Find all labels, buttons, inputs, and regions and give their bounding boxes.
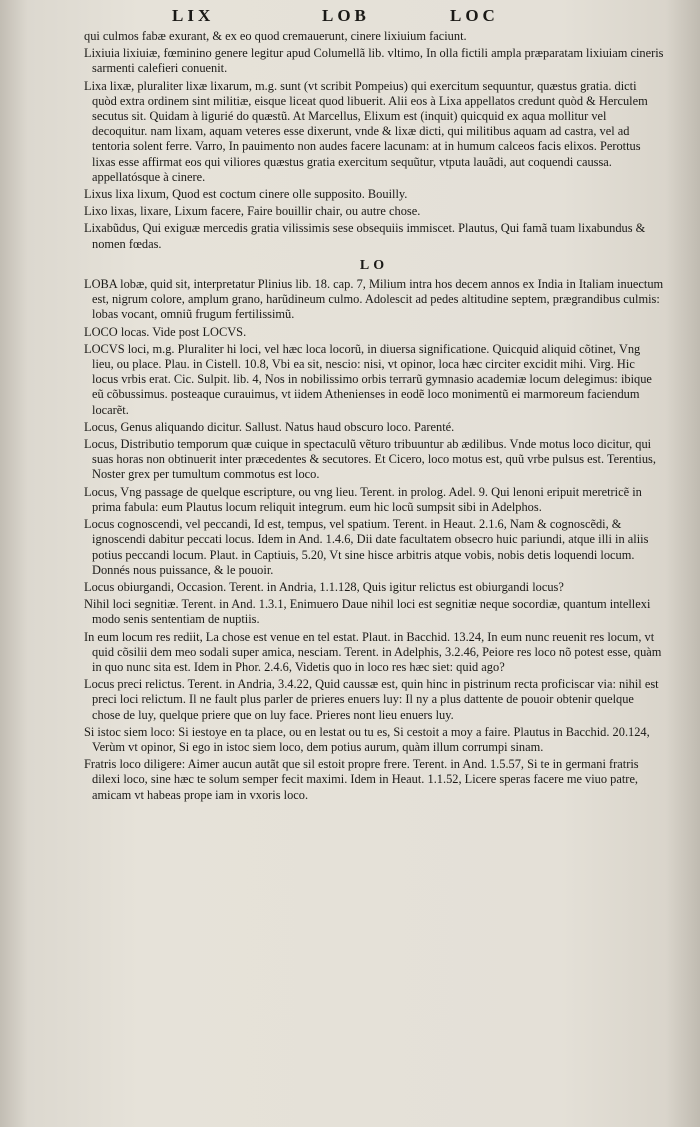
header-middle-word: LOB xyxy=(322,6,370,25)
entry-lixiuia: Lixiuia lixiuiæ, fœminino genere legitur apud Columellã lib. vltimo, In olla fictili ampla præparatam lixiuiam cineris sarmenti calefieri conuenit. xyxy=(84,46,664,76)
header-right-word: LOC xyxy=(450,6,499,25)
header-left-word: LIX xyxy=(172,6,215,25)
section-heading: LO xyxy=(359,257,389,273)
entry-loco: LOCO locas. Vide post LOCVS. xyxy=(84,324,247,339)
entry-locus: LOCVS loci, m.g. Pluraliter hi loci, vel hæc loca locorũ, in diuersa significatione. Quicquid aliquid cõtinet, Vng lieu, ou place. Plau. in Cistell. 10.8, Vbi ea sit, nescio: nisi, vt opinor, loca hæc circiter excidit mihi. Virg. Hic locus vrbis erat. Cic. Sulpit. lib. 4, Nos in nobilissimo orbis terrarũ gymnasio academiæ locum delegimus: ibique eũ cõbussimus. posteaque curauimus, vt iidem Athenienses in eodẽ loco monimentũ ei marmoreum faciendum locarẽt. xyxy=(84,341,652,417)
entry-in-eum-locum: In eum locum res rediit, La chose est venue en tel estat. Plaut. in Bacchid. 13.24, In eum nunc reuenit res locum, vt quid cõsilii dem meo sodali super amica, nesciam. Terent. in Adelphis, 3.2.46, Peiore res loco nõ potest esse, quàm in quo nunc sita est. Idem in Phor. 2.4.6, Videtis quo in loco res hæc siet: quid ago? xyxy=(84,629,662,674)
running-header xyxy=(0,6,700,28)
page-edge-shadow xyxy=(666,0,700,1127)
entry-lixo: Lixo lixas, lixare, Lixum facere, Faire bouillir chair, ou autre chose. xyxy=(84,204,421,219)
entry-lixabundus: Lixabũdus, Qui exiguæ mercedis gratia vilissimis sese obsequiis immiscet. Plautus, Qui famã tuam lixabundus & nomen fœdas. xyxy=(84,221,646,251)
entry-locus-preci: Locus preci relictus. Terent. in Andria, 3.4.22, Quid caussæ est, quin hinc in pistrinum recta proficiscar via: nihil est preci loci relictum. Il ne fault plus parler de prieres enuers luy: Il ny a plus dattente de pouoir obtenir quelque chose de luy, quelque priere que on luy face. Prieres nont lieu enuers luy. xyxy=(84,677,659,722)
entry-locus-obiurgandi: Locus obiurgandi, Occasion. Terent. in Andria, 1.1.128, Quis igitur relictus est obiurgandi locus? xyxy=(84,579,564,594)
entry-loba: LOBA lobæ, quid sit, interpretatur Plinius lib. 18. cap. 7, Milium intra hos decem annos ex India in Italiam inuectum est, nigrum colore, amplum grano, harũdineum culmo. Adolescit ad pedes altitudine septem, prægrandibus culmis: lobas vocant, omniũ frugum fertilissimũ. xyxy=(84,277,664,322)
entry-continuation: qui culmos fabæ exurant, & ex eo quod cremauerunt, cinere lixiuium faciunt. xyxy=(84,29,467,43)
entry-locus-passage: Locus, Vng passage de quelque escripture, ou vng lieu. Terent. in prolog. Adel. 9. Qui lenoni eripuit meretricẽ in prima fabula: eum Plautus locum reliquit integrum. eum hic locũ sumpsit sibi in Adelphos. xyxy=(84,484,642,514)
entry-locus-distributio: Locus, Distributio temporum quæ cuique in spectaculũ vẽturo tribuuntur ab ædilibus. Vnde motus loco dicitur, qui suas horas non obtinuerit inter præcedentes & secutores. Et Cicero, loco motus est, quũ vrbe pulsus est. Terentius, Noster grex per tumultum commotus est loco. xyxy=(84,437,656,482)
entry-locus-cognoscendi: Locus cognoscendi, vel peccandi, Id est, tempus, vel spatium. Terent. in Heaut. 2.1.6, Nam & cognoscẽdi, & ignoscendi dabitur peccati locus. Idem in And. 1.4.6, Dii date facultatem obsecro huic pariundi, atque illi in aliis potius peccandi locum. Plaut. in Captiuis, 5.20, Vt sine hisce arbitris atque vobis, nobis detis loquendi locum. Donnés nous puissance, & le pouoir. xyxy=(84,517,649,577)
entry-si-istoc: Si istoc siem loco: Si iestoye en ta place, ou en lestat ou tu es, Si cestoit a moy a faire. Plautus in Bacchid. 20.124, Verùm vt opinor, Si ego in istoc siem loco, dem potius aurum, quàm illum corrumpi sinam. xyxy=(84,724,650,754)
entry-lixa: Lixa lixæ, pluraliter lixæ lixarum, m.g. sunt (vt scribit Pompeius) qui exercitum sequuntur, quæstus gratia. dicti quòd extra ordinem sint militiæ, eisque liceat quod libuerit. Alii eos à Lixa appellatos credunt quòd & Herculem secutus sit. Quidam à ligurié do quæstũ. At Marcellus, Elixum est (inquit) quicquid ex aqua mollitur vel decoquitur. nam lixam, aquam veteres esse dixerunt, vnde & lixæ dicti, qui militibus aquam ad castra, vel ad tentoria solent ferre. Varro, In pauimento non audes facere lacunam: at in humum calceos facis elixos. Perottus lixas esse affirmat eos qui viliores quæstus gratia exercitum sequũtur, vtputa lauãdi, aut coquendi caussa. appellatósque à cinere. xyxy=(84,78,648,184)
entry-locus-genus: Locus, Genus aliquando dicitur. Sallust. Natus haud obscuro loco. Parenté. xyxy=(84,419,455,434)
page-body xyxy=(84,29,664,805)
entry-fratris-loco: Fratris loco diligere: Aimer aucun autãt que sil estoit propre frere. Terent. in And. 1.5.57, Si te in germani fratris dilexi loco, sine hæc te solum semper fecit maximi. Idem in Heaut. 1.1.52, Licere speras facere me viuo patre, amicam vt habeas prope iam in vxoris loco. xyxy=(84,757,639,802)
entry-lixus: Lixus lixa lixum, Quod est coctum cinere olle supposito. Bouilly. xyxy=(84,187,408,202)
entry-nihil-loci: Nihil loci segnitiæ. Terent. in And. 1.3.1, Enimuero Daue nihil loci est segnitiæ neque socordiæ, quantum intellexi modo senis sententiam de nuptiis. xyxy=(84,597,651,627)
